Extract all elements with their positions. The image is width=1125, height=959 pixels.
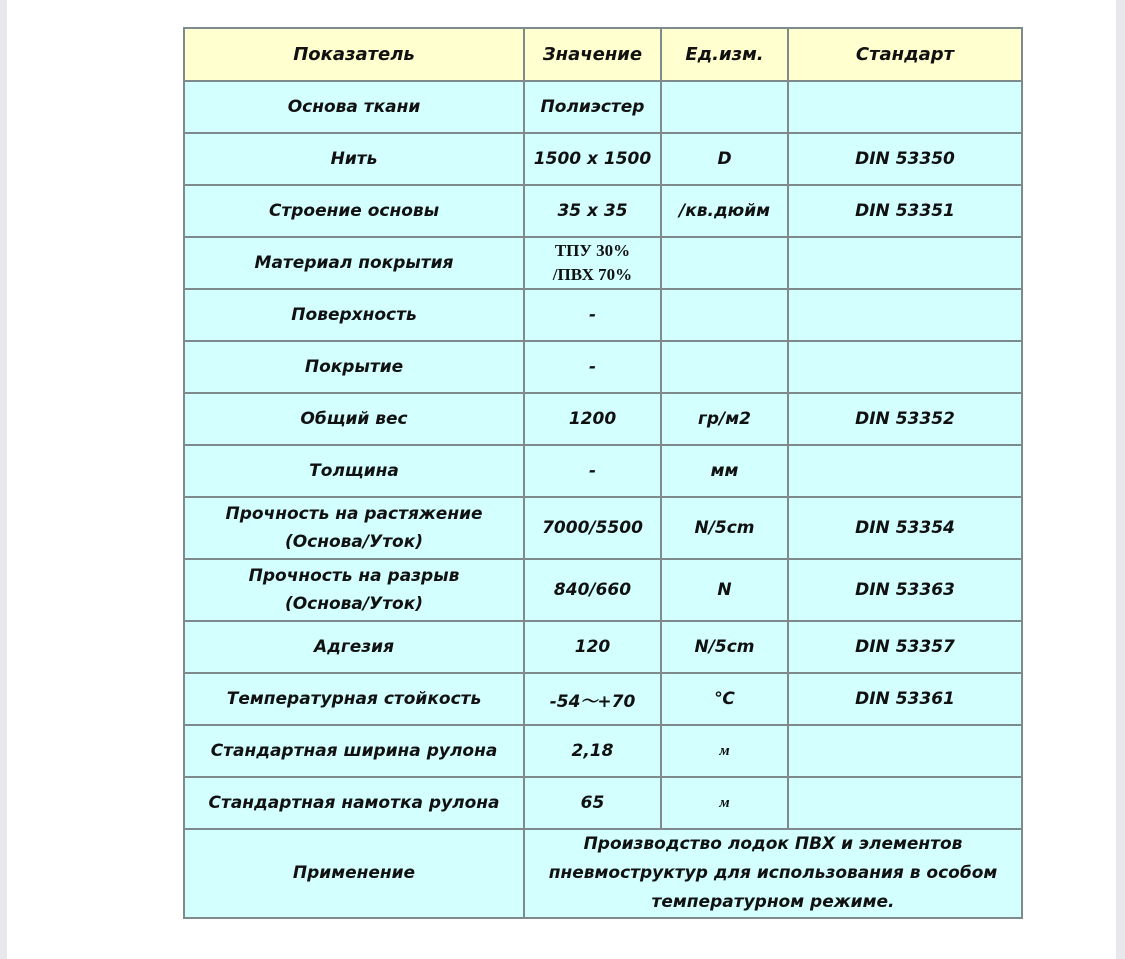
- param-cell: Применение: [184, 829, 524, 918]
- unit-cell: [661, 341, 788, 393]
- param-cell: Толщина: [184, 445, 524, 497]
- header-parameter: Показатель: [184, 28, 524, 81]
- table-header-row: [184, 28, 1022, 81]
- value-cell: -: [524, 445, 661, 497]
- unit-cell: D: [661, 133, 788, 185]
- value-line-1: ТПУ 30%: [554, 241, 631, 260]
- param-cell: Строение основы: [184, 185, 524, 237]
- standard-cell: DIN 53363: [788, 559, 1022, 621]
- table-row: [184, 237, 1022, 289]
- table-row: [184, 341, 1022, 393]
- standard-cell: DIN 53351: [788, 185, 1022, 237]
- value-cell: 120: [524, 621, 661, 673]
- table-row: [184, 559, 1022, 621]
- standard-cell: DIN 53357: [788, 621, 1022, 673]
- application-line-3: температурном режиме.: [651, 892, 895, 912]
- table-row: [184, 445, 1022, 497]
- unit-cell: N/5cm: [661, 621, 788, 673]
- standard-cell: [788, 289, 1022, 341]
- standard-cell: DIN 53350: [788, 133, 1022, 185]
- value-cell: -: [524, 341, 661, 393]
- right-edge-strip: [1116, 0, 1125, 959]
- value-cell: -: [524, 289, 661, 341]
- standard-cell: [788, 725, 1022, 777]
- left-edge-strip: [0, 0, 7, 959]
- table-row: [184, 81, 1022, 133]
- table-row: [184, 725, 1022, 777]
- standard-cell: [788, 777, 1022, 829]
- value-cell: 1500 x 1500: [524, 133, 661, 185]
- unit-cell: [661, 289, 788, 341]
- table-row: [184, 497, 1022, 559]
- header-value: Значение: [524, 28, 661, 81]
- param-cell: [184, 497, 524, 559]
- param-cell: [184, 559, 524, 621]
- value-cell: 65: [524, 777, 661, 829]
- unit-cell: м: [661, 725, 788, 777]
- param-line-1: Прочность на растяжение: [225, 504, 483, 524]
- standard-cell: [788, 237, 1022, 289]
- param-cell: Стандартная ширина рулона: [184, 725, 524, 777]
- param-line-2: (Основа/Уток): [284, 594, 424, 614]
- unit-cell: гр/м2: [661, 393, 788, 445]
- param-cell: Поверхность: [184, 289, 524, 341]
- param-cell: Основа ткани: [184, 81, 524, 133]
- unit-cell: /кв.дюйм: [661, 185, 788, 237]
- table-row: [184, 621, 1022, 673]
- application-description: [524, 829, 1022, 918]
- header-standard: Стандарт: [788, 28, 1022, 81]
- table-row: [184, 393, 1022, 445]
- standard-cell: DIN 53361: [788, 673, 1022, 725]
- param-cell: Нить: [184, 133, 524, 185]
- unit-cell: N: [661, 559, 788, 621]
- unit-cell: N/5cm: [661, 497, 788, 559]
- unit-cell: м: [661, 777, 788, 829]
- standard-cell: [788, 341, 1022, 393]
- value-line-2: /ПВХ 70%: [552, 265, 633, 284]
- table-row: [184, 673, 1022, 725]
- standard-cell: [788, 445, 1022, 497]
- standard-cell: DIN 53352: [788, 393, 1022, 445]
- value-cell: 35 x 35: [524, 185, 661, 237]
- header-unit: Ед.изм.: [661, 28, 788, 81]
- table-row: [184, 185, 1022, 237]
- param-cell: Стандартная намотка рулона: [184, 777, 524, 829]
- spec-table: [183, 27, 1023, 919]
- standard-cell: DIN 53354: [788, 497, 1022, 559]
- param-cell: Материал покрытия: [184, 237, 524, 289]
- application-line-1: Производство лодок ПВХ и элементов: [583, 834, 963, 854]
- unit-cell: мм: [661, 445, 788, 497]
- param-cell: Температурная стойкость: [184, 673, 524, 725]
- value-cell: 1200: [524, 393, 661, 445]
- param-line-2: (Основа/Уток): [284, 532, 424, 552]
- value-cell: 840/660: [524, 559, 661, 621]
- table-row: [184, 133, 1022, 185]
- unit-cell: [661, 237, 788, 289]
- param-line-1: Прочность на разрыв: [248, 566, 460, 586]
- param-cell: Адгезия: [184, 621, 524, 673]
- table-row: [184, 289, 1022, 341]
- table-row: [184, 777, 1022, 829]
- value-cell: -54～+70: [524, 673, 661, 725]
- value-cell: 7000/5500: [524, 497, 661, 559]
- application-line-2: пневмоструктур для использования в особом: [548, 863, 998, 883]
- value-cell: Полиэстер: [524, 81, 661, 133]
- standard-cell: [788, 81, 1022, 133]
- value-cell: 2,18: [524, 725, 661, 777]
- value-cell: [524, 237, 661, 289]
- unit-cell: [661, 81, 788, 133]
- param-cell: Покрытие: [184, 341, 524, 393]
- param-cell: Общий вес: [184, 393, 524, 445]
- unit-cell: ℃: [661, 673, 788, 725]
- application-row: [184, 829, 1022, 918]
